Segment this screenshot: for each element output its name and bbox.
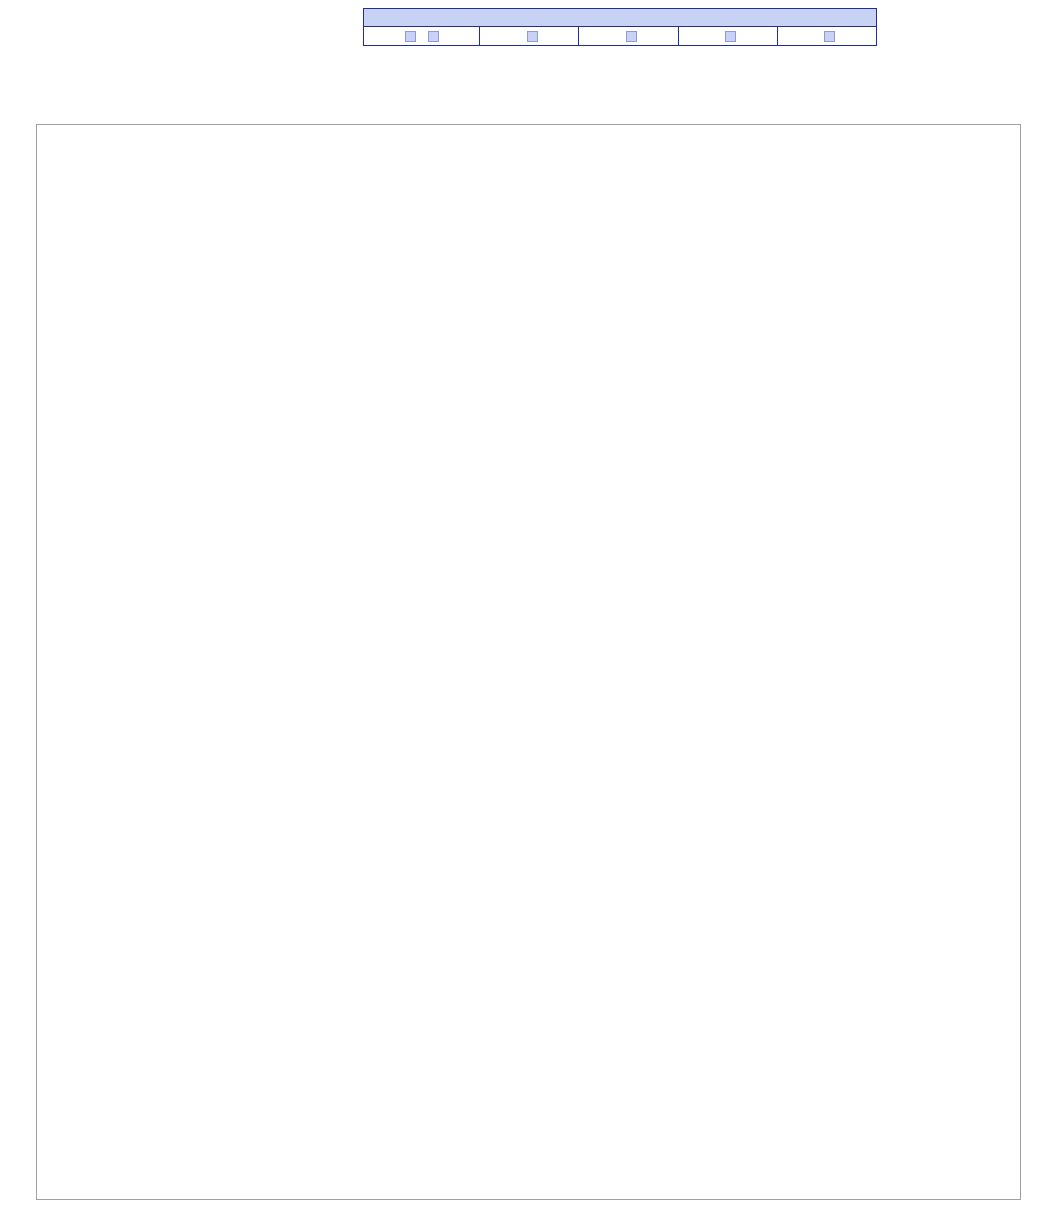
square-icon — [428, 31, 439, 42]
top-nav — [363, 8, 877, 46]
nav-item-psu-capacity[interactable] — [480, 27, 579, 45]
square-icon — [527, 31, 538, 42]
square-icon — [405, 31, 416, 42]
square-icon — [824, 31, 835, 42]
calculator-table — [36, 124, 1021, 1200]
nav-item-electricity[interactable] — [679, 27, 778, 45]
nav-item-gasoline[interactable] — [778, 27, 876, 45]
nav-title — [364, 9, 876, 27]
nav-item-top[interactable] — [364, 27, 480, 45]
nav-row — [364, 27, 876, 45]
square-icon — [626, 31, 637, 42]
square-icon — [725, 31, 736, 42]
nav-item-efficiency[interactable] — [579, 27, 678, 45]
